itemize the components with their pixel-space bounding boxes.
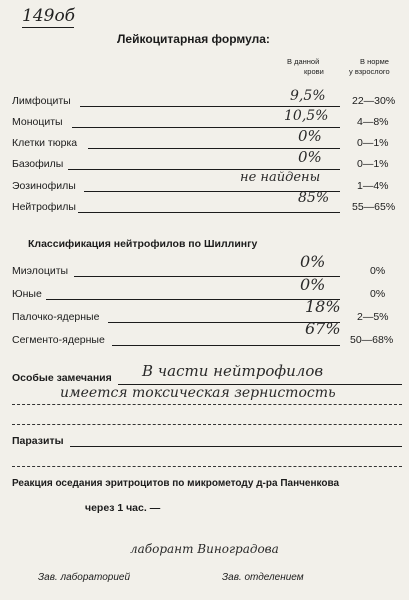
- row-norm: 0%: [370, 265, 386, 277]
- row-label: Эозинофилы: [12, 180, 76, 192]
- row-norm: 1—4%: [357, 180, 389, 192]
- row-label: Юные: [12, 288, 42, 300]
- col-header-norm-1: В норме: [360, 57, 389, 66]
- archive-stamp: 149об: [22, 6, 76, 26]
- row-norm: 2—5%: [357, 311, 389, 323]
- row-norm: 0%: [370, 288, 386, 300]
- lab-assistant-signature: лаборант Виноградова: [130, 542, 279, 556]
- col-header-blood-1: В данной: [287, 57, 320, 66]
- row-value: 0%: [298, 127, 322, 145]
- row-value: 0%: [300, 252, 326, 271]
- row-line: [78, 212, 340, 213]
- remarks-label: Особые замечания: [12, 372, 112, 384]
- esr-hour: через 1 час. —: [85, 502, 161, 514]
- row-label: Базофилы: [12, 158, 64, 170]
- col-header-norm-2: у взрослого: [349, 67, 390, 76]
- form-title: Лейкоцитарная формула:: [117, 32, 270, 46]
- parasites-line-2: [12, 466, 402, 467]
- row-value: 0%: [300, 275, 326, 294]
- row-line: [112, 345, 340, 346]
- row-norm: 4—8%: [357, 116, 389, 128]
- row-label: Лимфоциты: [12, 95, 71, 107]
- row-value: 18%: [305, 297, 341, 316]
- row-norm: 55—65%: [352, 201, 396, 213]
- row-value: 10,5%: [284, 108, 329, 124]
- stamp-underline: [22, 27, 74, 28]
- remarks-line-3: [12, 424, 402, 425]
- schilling-title: Классификация нейтрофилов по Шиллингу: [28, 238, 258, 250]
- row-value: 85%: [298, 190, 330, 206]
- col-header-blood-2: крови: [304, 67, 324, 76]
- row-label: Моноциты: [12, 116, 63, 128]
- row-norm: 0—1%: [357, 158, 389, 170]
- row-line: [46, 299, 340, 300]
- row-norm: 50—68%: [350, 334, 394, 346]
- row-value: не найдены: [240, 170, 321, 185]
- parasites-label: Паразиты: [12, 435, 64, 447]
- esr-label: Реакция оседания эритроцитов по микрометоду д-ра Панченкова: [12, 478, 340, 489]
- row-norm: 22—30%: [352, 95, 396, 107]
- remarks-line-2: [12, 404, 402, 405]
- remarks-text-2: имеется токсическая зернистость: [60, 385, 336, 401]
- remarks-text-1: В части нейтрофилов: [142, 362, 324, 380]
- parasites-line-1: [70, 446, 402, 447]
- row-label: Сегменто-ядерные: [12, 334, 105, 346]
- row-label: Палочко-ядерные: [12, 311, 100, 323]
- row-label: Клетки тюрка: [12, 137, 78, 149]
- row-value: 9,5%: [290, 88, 326, 104]
- head-of-lab-label: Зав. лабораторией: [38, 572, 131, 583]
- row-line: [80, 106, 340, 107]
- row-label: Нейтрофилы: [12, 201, 76, 213]
- row-value: 0%: [298, 148, 322, 166]
- row-label: Миэлоциты: [12, 265, 69, 277]
- row-norm: 0—1%: [357, 137, 389, 149]
- head-of-dept-label: Зав. отделением: [222, 572, 304, 583]
- row-value: 67%: [305, 319, 341, 338]
